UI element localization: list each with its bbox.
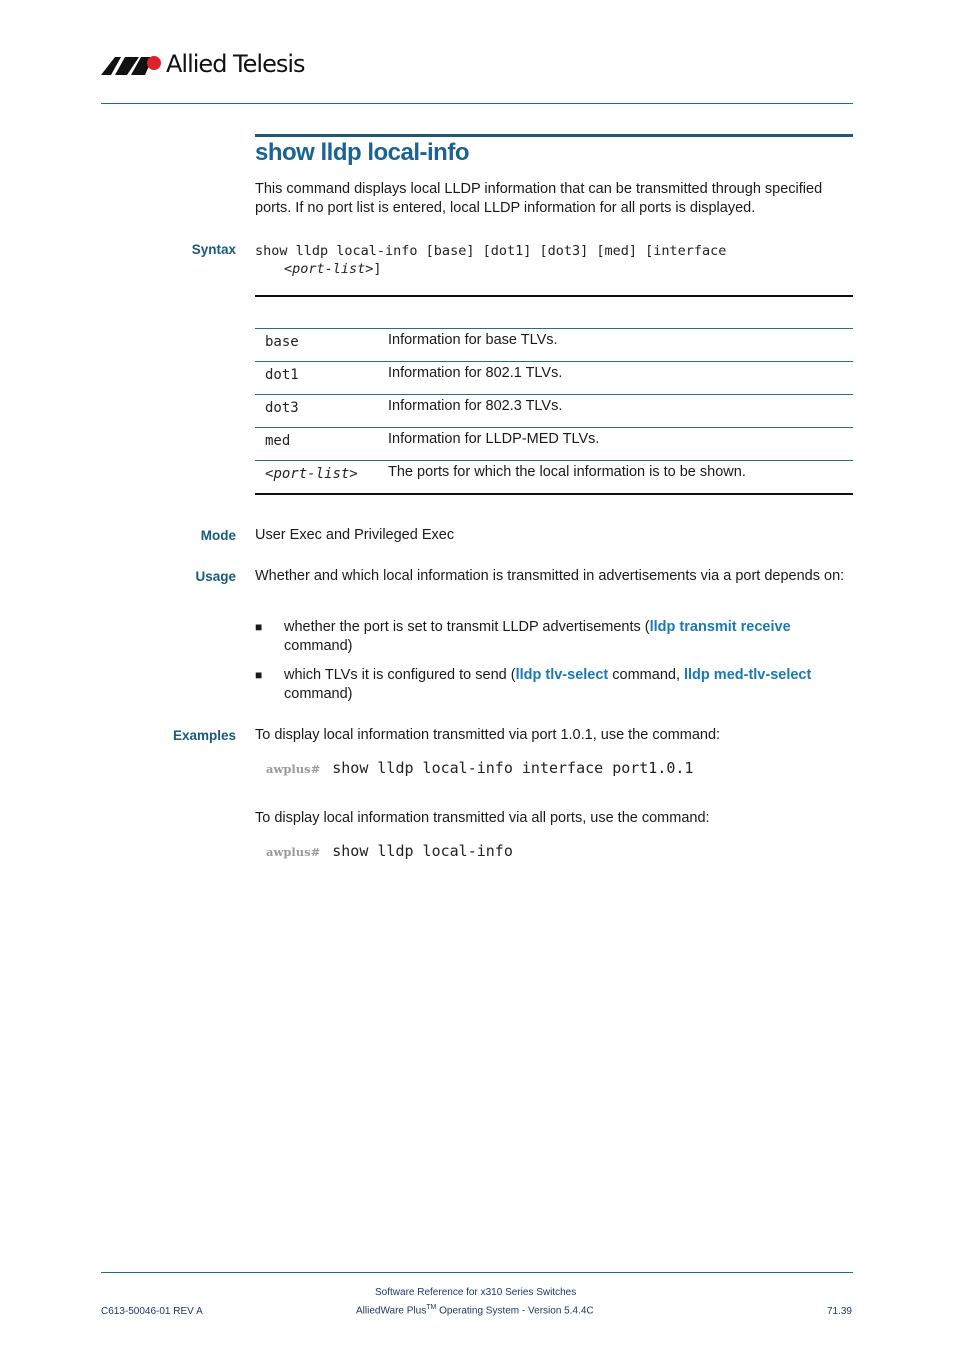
mode-text: User Exec and Privileged Exec: [255, 527, 455, 543]
usage-text: Whether and which local information is transmitted in advertisements via a port depends on:: [255, 568, 845, 584]
header-rule: [101, 103, 853, 104]
syntax-line-1: show lldp local-info [base] [dot1] [dot3] [med] [interface: [255, 243, 727, 259]
examples-label: Examples: [172, 728, 236, 743]
link-lldp-tlv-select[interactable]: lldp tlv-select: [515, 667, 609, 683]
bullet-icon: ■: [255, 620, 263, 634]
link-lldp-med-tlv-select[interactable]: lldp med-tlv-select: [684, 667, 812, 683]
table-row: [255, 328, 853, 361]
cli-command: show lldp local-info interface port1.0.1: [332, 759, 694, 777]
page-title: show lldp local-info: [255, 139, 469, 166]
logo-mark-icon: [101, 54, 163, 76]
param-desc: Information for LLDP-MED TLVs.: [388, 431, 600, 447]
param-name: dot3: [265, 400, 299, 416]
example-command: [266, 759, 693, 778]
footer-doc-id: C613-50046-01 REV A: [101, 1306, 203, 1317]
syntax-label: Syntax: [191, 242, 236, 257]
parameter-table: [255, 295, 853, 495]
usage-label: Usage: [195, 569, 236, 584]
param-name: base: [265, 334, 299, 350]
link-lldp-transmit-receive[interactable]: lldp transmit receive: [649, 619, 791, 635]
title-rule: [255, 134, 853, 137]
footer-title: Software Reference for x310 Series Switches: [375, 1287, 577, 1298]
example-text: To display local information transmitted via port 1.0.1, use the command:: [255, 727, 721, 743]
param-desc: Information for 802.1 TLVs.: [388, 365, 563, 381]
footer-rule: [101, 1272, 853, 1273]
cli-prompt: awplus#: [266, 762, 321, 776]
footer-version: AlliedWare Plus™ Operating System - Version 5.4.4C: [356, 1304, 594, 1317]
syntax-param: port-list: [292, 261, 366, 277]
intro-paragraph: This command displays local LLDP information that can be transmitted through specified ports. If no port list is entered, local LLDP information for all ports is displayed.: [255, 181, 823, 216]
param-name: med: [265, 433, 291, 449]
footer-page-number: 71.39: [826, 1306, 852, 1317]
bullet-icon: ■: [255, 668, 263, 682]
syntax-block: [255, 242, 726, 278]
param-name: <port-list>: [265, 466, 358, 482]
param-desc: Information for base TLVs.: [388, 332, 558, 348]
example-command: [266, 842, 513, 861]
table-row: [255, 460, 853, 495]
table-top-rule: [255, 295, 853, 328]
mode-label: Mode: [200, 528, 236, 543]
table-row: [255, 427, 853, 460]
param-desc: Information for 802.3 TLVs.: [388, 398, 563, 414]
param-desc: The ports for which the local information is to be shown.: [388, 464, 746, 480]
example-text: To display local information transmitted via all ports, use the command:: [255, 810, 710, 826]
param-name: dot1: [265, 367, 299, 383]
company-logo: [101, 50, 305, 82]
table-row: [255, 361, 853, 394]
cli-command: show lldp local-info: [332, 842, 513, 860]
cli-prompt: awplus#: [266, 845, 321, 859]
logo-wordmark: Allied Telesis: [166, 50, 305, 78]
table-row: [255, 394, 853, 427]
syntax-line-2: <port-list>]: [284, 261, 382, 277]
